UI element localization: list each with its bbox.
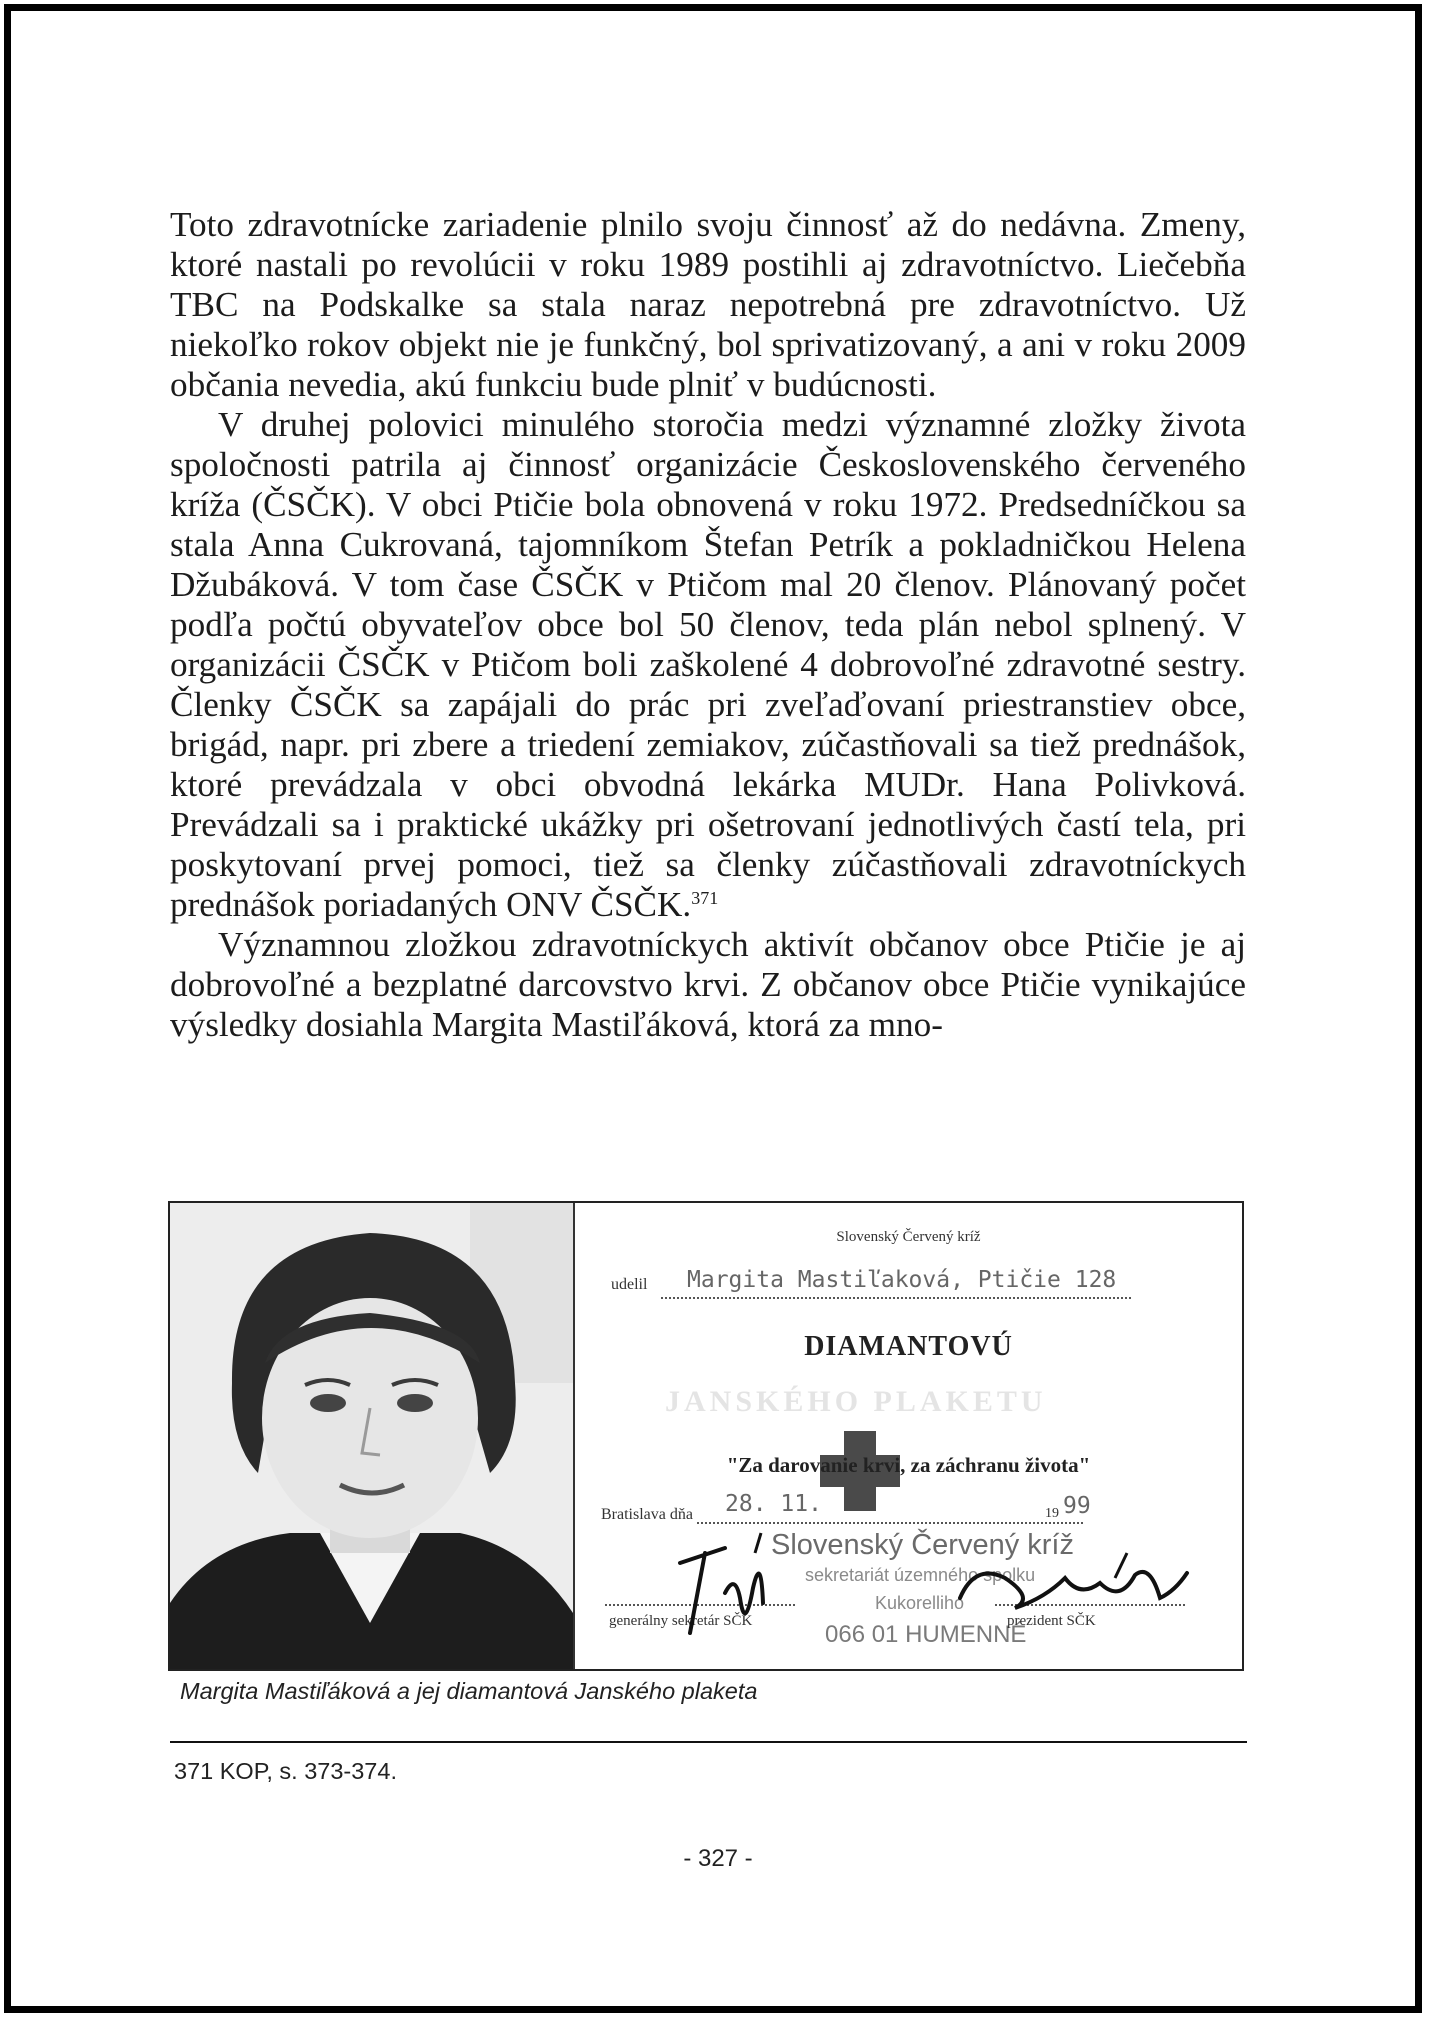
certificate-recipient: Margita Mastiľaková, Ptičie 128 (687, 1267, 1117, 1293)
blood-donor-certificate (575, 1203, 1242, 1669)
signature-label-president: prezident SČK (1007, 1613, 1096, 1629)
footnote-reference[interactable]: 371 (691, 888, 719, 908)
certificate-year: 99 (1063, 1493, 1091, 1519)
paragraph-2-text: V druhej polovici minulého storočia medzi významné zložky života spoločnosti patrila aj činnosť organizácie Československého červeného kríža (ČSČK). V obci Ptičie bola obnovená v roku 1972. Predsedníčkou sa stala Anna Cukrovaná, tajomníkom Štefan Petrík a pokladničkou Helena Džubáková. V tom čase ČSČK v Ptičom mal 20 členov. Plánovaný počet podľa počtú obyvateľov obce bol 50 členov, teda plán nebol splnený. V organizácii ČSČK v Ptičom boli zaškolené 4 dobrovoľné zdravotné sestry. Členky ČSČK sa zapájali do prác pri zveľaďovaní priestranstiev obce, brigád, napr. pri zbere a triedení zemiakov, zúčastňovali sa tiež prednášok, ktoré prevádzala v obci obvodná lekárka MUDr. Hana Polivková. Prevádzali sa i praktické ukážky pri ošetrovaní jednotlivých častí tela, pri poskytovaní prvej pomoci, tiež sa členky zúčastňovali zdravotníckych prednášok poriadaných ONV ČSČK. (170, 405, 1246, 924)
paragraph-1: Toto zdravotnícke zariadenie plnilo svoju činnosť až do nedávna. Zmeny, ktoré nastali po revolúcii v roku 1989 postihli aj zdravotníctvo. Liečebňa TBC na Podskalke sa stala naraz nepotrebná pre zdravotníctvo. Už niekoľko rokov objekt nie je funkčný, bol sprivatizovaný, a ani v roku 2009 občania nevedia, akú funkciu bude plniť v budúcnosti. (170, 205, 1246, 404)
paragraph-3: Významnou zložkou zdravotníckych aktivít občanov obce Ptičie je aj dobrovoľné a bezplatné darcovstvo krvi. Z občanov obce Ptičie vynikajúce výsledky dosiahla Margita Mastiľáková, ktorá za mno- (170, 925, 1246, 1044)
footnote: 371 KOP, s. 373-374. (174, 1758, 397, 1784)
paragraph-2 (170, 405, 1246, 925)
certificate-year-prefix: 19 (1045, 1506, 1059, 1521)
stamp-line-4: 066 01 HUMENNÉ (825, 1621, 1027, 1648)
certificate-award-title: DIAMANTOVÚ (804, 1331, 1013, 1362)
body-text (170, 205, 1246, 1045)
page-number: - 327 - (683, 1845, 753, 1872)
stamp-line-1: Slovenský Červený kríž (771, 1529, 1074, 1561)
certificate-awarded-label: udelil (611, 1276, 648, 1293)
footnote-rule (170, 1741, 1247, 1743)
certificate-watermark: JANSKÉHO PLAKETU (665, 1385, 1047, 1418)
portrait-illustration (170, 1203, 573, 1669)
certificate-place-label: Bratislava dňa (601, 1506, 693, 1523)
signature-label-secretary: generálny sekretár SČK (609, 1613, 753, 1629)
certificate-organization: Slovenský Červený kríž (836, 1229, 981, 1245)
certificate-date: 28. 11. (725, 1491, 822, 1517)
stamp-line-2: sekretariát územného spolku (805, 1565, 1036, 1585)
stamp-line-3: Kukorelliho (875, 1593, 965, 1613)
portrait-photo (170, 1203, 575, 1669)
certificate-motto: "Za darovanie krvi, za záchranu života" (726, 1453, 1091, 1477)
figure-caption: Margita Mastiľáková a jej diamantová Janského plaketa (180, 1678, 758, 1704)
handwritten-signatures (575, 1203, 1242, 1669)
figure (168, 1201, 1244, 1671)
